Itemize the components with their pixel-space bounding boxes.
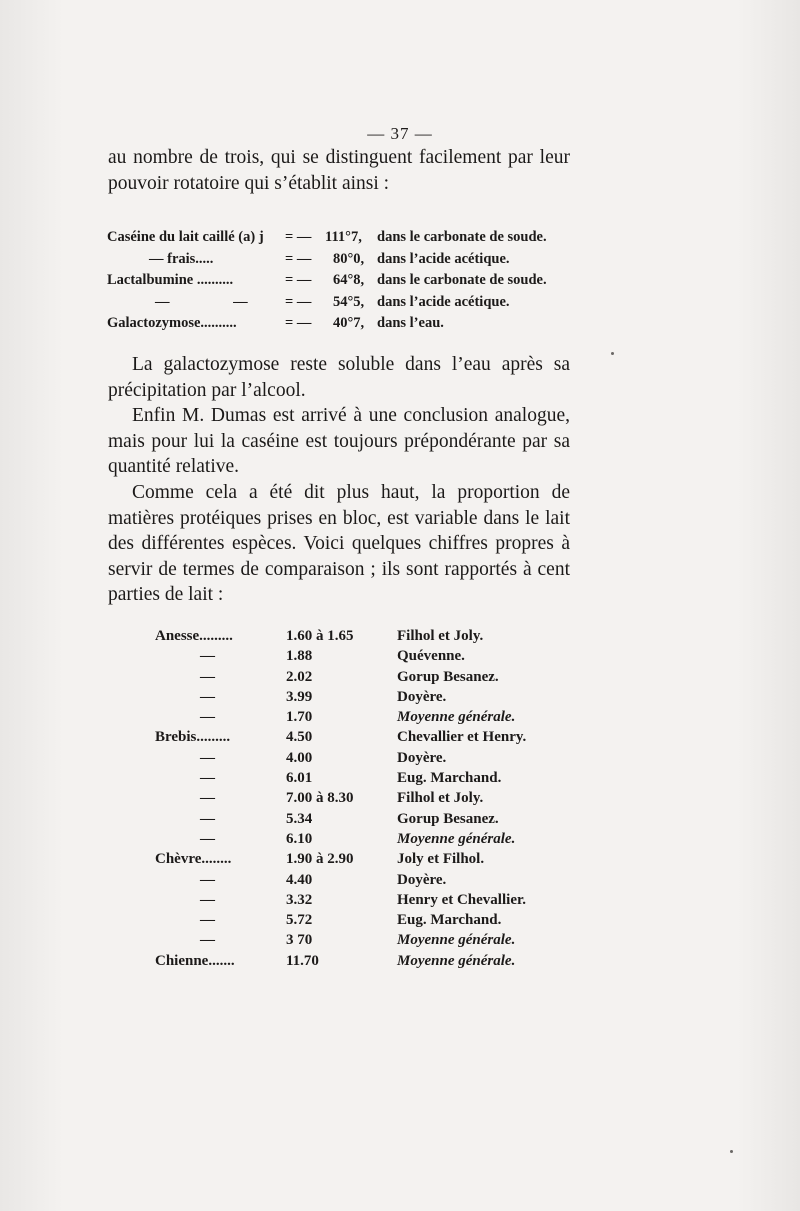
comparison-row — [107, 292, 577, 314]
protein-value: 3 70 — [286, 932, 313, 949]
ditto-dash: — — [200, 709, 215, 726]
source-author: Moyenne générale. — [397, 709, 516, 726]
source-author: Chevallier et Henry. — [397, 729, 527, 746]
comparison-label: Caséine du lait caillé (a) j — [107, 229, 264, 245]
table-row — [155, 910, 575, 930]
protein-value: 11.70 — [286, 952, 319, 969]
source-author: Joly et Filhol. — [397, 851, 485, 868]
ditto-dash: — — [200, 871, 215, 888]
source-author: Moyenne générale. — [397, 830, 516, 847]
comparison-value: 80°0, — [333, 250, 365, 267]
source-author: Gorup Besanez. — [397, 810, 499, 827]
table-row — [155, 890, 575, 910]
ditto-dash: — — [200, 912, 215, 929]
ditto-dash: — — [200, 830, 215, 847]
ditto-dash: — — [200, 891, 215, 908]
comparison-equals: = — — [285, 315, 312, 332]
comparison-value: 111°7, — [325, 229, 362, 245]
table-row — [155, 809, 575, 829]
protein-value: 4.00 — [286, 749, 313, 766]
protein-value: 6.01 — [286, 770, 313, 787]
protein-value: 1.88 — [286, 648, 313, 665]
animal-name: Chèvre........ — [155, 851, 232, 868]
ditto-dash: — — [200, 648, 215, 665]
ditto-dash: — — [200, 668, 215, 685]
table-row — [155, 626, 575, 646]
source-author: Moyenne générale. — [397, 952, 516, 969]
ditto-dash: — — [200, 932, 215, 949]
comparison-desc: dans l’acide acétique. — [377, 293, 510, 310]
comparison-desc: dans le carbonate de soude. — [377, 272, 547, 289]
protein-value: 7.00 à 8.30 — [286, 790, 354, 807]
animal-name: Chienne....... — [155, 952, 235, 969]
ditto-dash: — — [200, 749, 215, 766]
table-row — [155, 829, 575, 849]
comparison-label: Galactozymose.......... — [107, 315, 237, 332]
comparison-row — [107, 249, 577, 271]
protein-value: 1.70 — [286, 709, 313, 726]
protein-value: 3.32 — [286, 891, 313, 908]
page-number: — 37 — — [367, 124, 433, 143]
table-row — [155, 951, 575, 971]
source-author: Doyère. — [397, 871, 447, 888]
source-author: Henry et Chevallier. — [397, 891, 527, 908]
ink-speck — [611, 352, 614, 355]
comparison-desc: dans le carbonate de soude. — [377, 229, 547, 245]
ink-speck — [730, 1150, 733, 1153]
table-row — [155, 667, 575, 687]
comparison-equals: = — — [285, 229, 312, 245]
animal-name: Brebis......... — [155, 729, 231, 746]
paragraph-galactozymose: La galactozymose reste soluble dans l’eau après sa précipitation par l’alcool. — [108, 354, 570, 401]
ditto-dash: — — [200, 770, 215, 787]
comparison-equals: = — — [285, 250, 312, 267]
ditto-dash: — — [200, 688, 215, 705]
comparison-row — [107, 270, 577, 292]
paragraph-proportion: Comme cela a été dit plus haut, la proportion de matières protéiques prises en bloc, est variable dans le lait des différentes espèces. Voici quelques chiffres propres à servir de termes de comparaison ; ils sont rapportés à cent parties de lait : — [108, 482, 570, 605]
comparison-label: — frais..... — [149, 250, 214, 267]
source-author: Quévenne. — [397, 648, 465, 665]
animal-name: Anesse......... — [155, 628, 233, 644]
comparison-desc: dans l’acide acétique. — [377, 250, 510, 267]
source-author: Doyère. — [397, 688, 447, 705]
table-row — [155, 849, 575, 869]
table-row — [155, 646, 575, 666]
comparison-label: — — — [155, 293, 248, 310]
paragraph-dumas: Enfin M. Dumas est arrivé à une conclusion analogue, mais pour lui la caséine est toujours prépondérante par sa quantité relative. — [108, 405, 570, 477]
comparison-equals: = — — [285, 293, 312, 310]
comparison-desc: dans l’eau. — [377, 315, 444, 332]
protein-value: 5.34 — [286, 810, 313, 827]
source-author: Doyère. — [397, 749, 447, 766]
comparison-row — [107, 227, 577, 249]
comparison-value: 54°5, — [333, 293, 365, 310]
table-row — [155, 768, 575, 788]
ditto-dash: — — [200, 810, 215, 827]
protein-value: 2.02 — [286, 668, 313, 685]
protein-table — [155, 626, 575, 971]
comparison-value: 64°8, — [333, 272, 365, 289]
comparison-value: 40°7, — [333, 315, 365, 332]
source-author: Filhol et Joly. — [397, 790, 484, 807]
comparison-equals: = — — [285, 272, 312, 289]
table-row — [155, 930, 575, 950]
source-author: Eug. Marchand. — [397, 912, 502, 929]
protein-value: 5.72 — [286, 912, 313, 929]
protein-value: 4.50 — [286, 729, 313, 746]
table-row — [155, 870, 575, 890]
protein-value: 3.99 — [286, 688, 313, 705]
rotatory-power-list — [107, 227, 577, 335]
protein-value: 1.90 à 2.90 — [286, 851, 354, 868]
table-row — [155, 687, 575, 707]
table-row — [155, 727, 575, 747]
source-author: Gorup Besanez. — [397, 668, 499, 685]
ditto-dash: — — [200, 790, 215, 807]
table-row — [155, 748, 575, 768]
table-row — [155, 788, 575, 808]
comparison-label: Lactalbumine .......... — [107, 272, 234, 289]
table-row — [155, 707, 575, 727]
source-author: Eug. Marchand. — [397, 770, 502, 787]
source-author: Moyenne générale. — [397, 932, 516, 949]
protein-value: 4.40 — [286, 871, 313, 888]
intro-paragraph: au nombre de trois, qui se distinguent facilement par leur pouvoir rotatoire qui s’établit ainsi : — [108, 147, 570, 194]
comparison-row — [107, 313, 577, 335]
protein-value: 6.10 — [286, 830, 313, 847]
source-author: Filhol et Joly. — [397, 628, 484, 644]
protein-value: 1.60 à 1.65 — [286, 628, 354, 644]
